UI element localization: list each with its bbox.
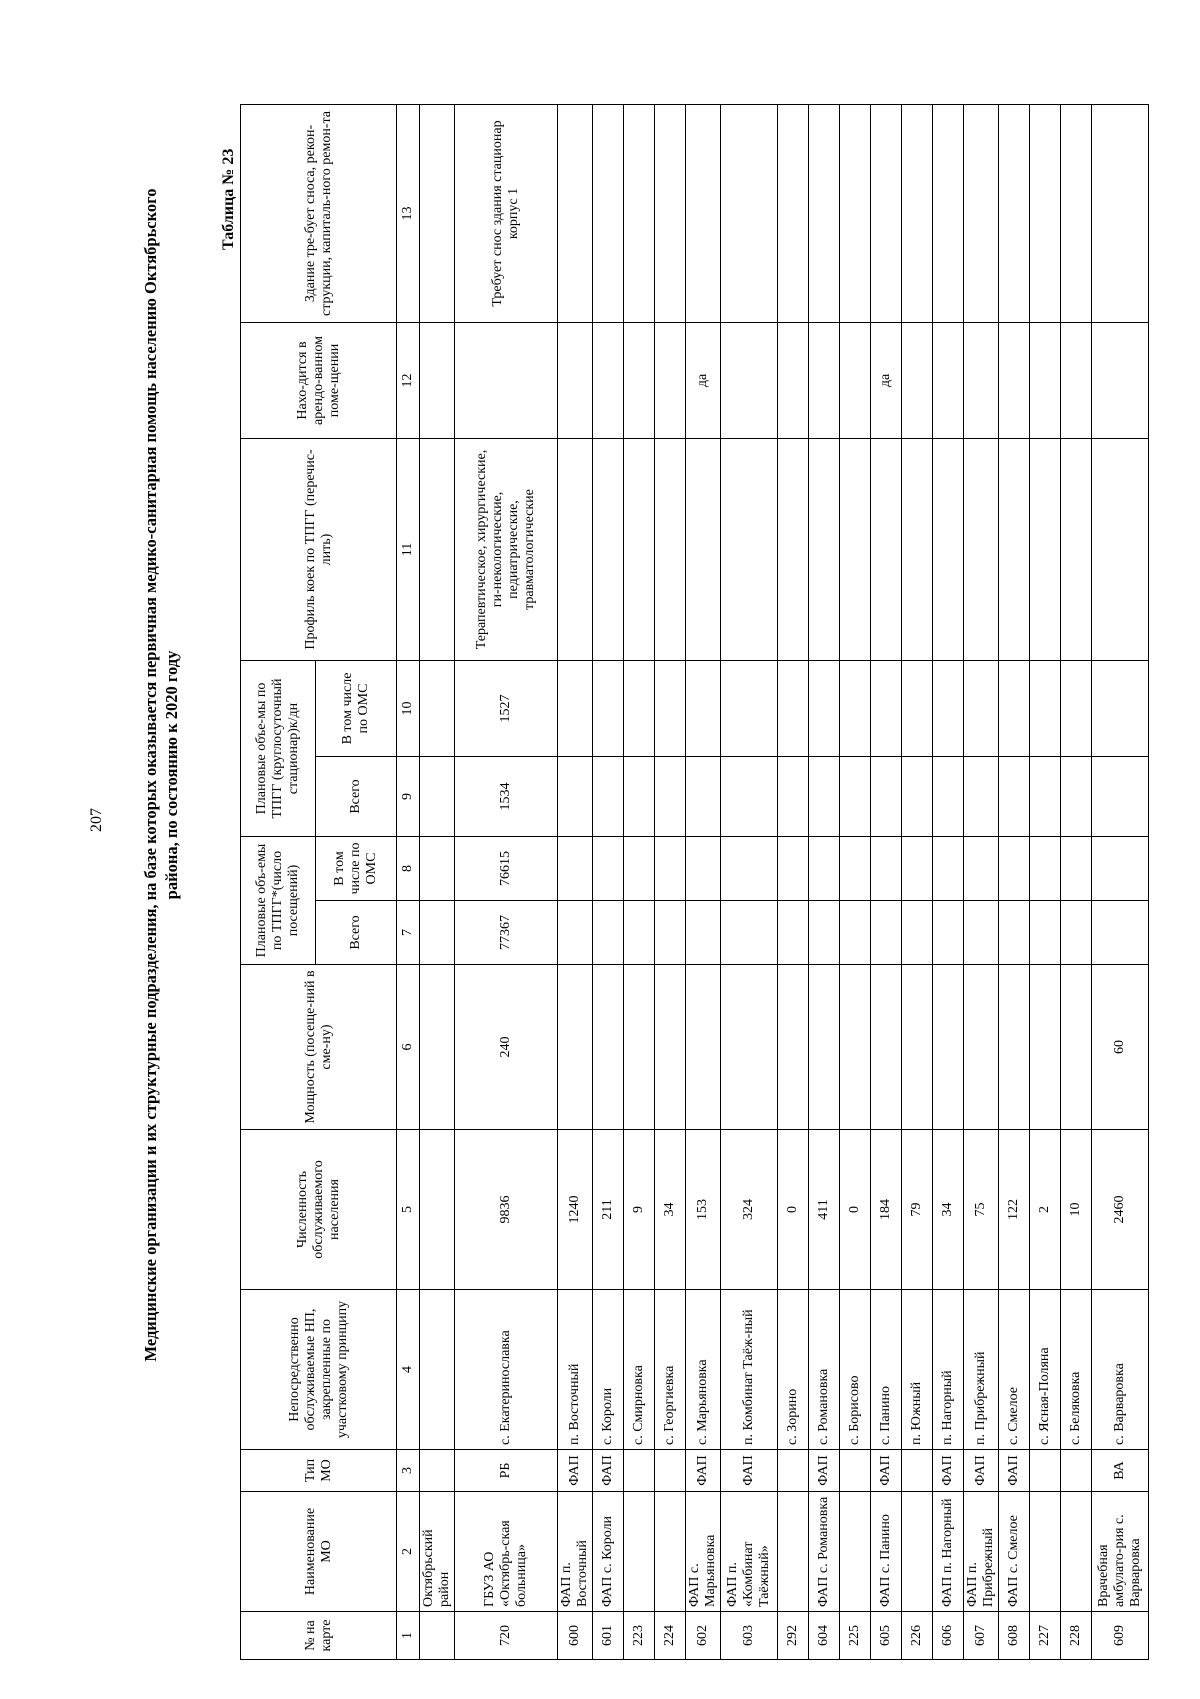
cell-rented <box>1030 323 1061 439</box>
cell-mo-name: ФАП п. Нагорный <box>933 1492 964 1612</box>
cell-demolition: Требует снос здания стационар корпус 1 <box>455 105 558 323</box>
cell-demolition <box>999 105 1030 323</box>
cell-mo-name <box>624 1492 655 1612</box>
column-number: 8 <box>397 837 420 901</box>
cell-rented <box>999 323 1030 439</box>
header-map-number: № на карте <box>241 1612 397 1660</box>
cell-population: 122 <box>999 1130 1030 1290</box>
cell-settlement: с. Романовка <box>809 1290 840 1450</box>
cell-beddays-total: 1534 <box>455 757 558 837</box>
cell-mo-type <box>655 1450 686 1492</box>
page-title-line-2: района, по состоянию к 2020 году <box>162 650 181 900</box>
cell-capacity <box>655 965 686 1130</box>
cell-mo-type: ФАП <box>558 1450 593 1492</box>
cell-rented <box>933 323 964 439</box>
cell-mo-type <box>1061 1450 1092 1492</box>
cell-beddays-total <box>1061 757 1092 837</box>
cell-demolition <box>871 105 902 323</box>
cell-beddays-oms <box>840 661 871 757</box>
cell-visits-oms <box>999 837 1030 901</box>
cell-beddays-oms <box>558 661 593 757</box>
cell-visits-total <box>964 901 999 965</box>
cell-demolition <box>933 105 964 323</box>
cell-mo-type <box>840 1450 871 1492</box>
table-row <box>624 105 655 1660</box>
table-row <box>902 105 933 1660</box>
cell-visits-oms <box>655 837 686 901</box>
cell-demolition <box>1061 105 1092 323</box>
cell-beddays-total <box>593 757 624 837</box>
cell-population: 79 <box>902 1130 933 1290</box>
cell-settlement: с. Марьяновка <box>686 1290 721 1450</box>
cell-beddays-oms <box>721 661 778 757</box>
cell-demolition <box>624 105 655 323</box>
cell-beddays-total <box>902 757 933 837</box>
cell-mo-type: ФАП <box>593 1450 624 1492</box>
cell-visits-oms <box>778 837 809 901</box>
cell-capacity <box>593 965 624 1130</box>
cell-map-number: 607 <box>964 1612 999 1660</box>
cell-rented <box>1092 323 1149 439</box>
cell-map-number: 292 <box>778 1612 809 1660</box>
cell-population: 2 <box>1030 1130 1061 1290</box>
cell-mo-type <box>902 1450 933 1492</box>
cell-population: 2460 <box>1092 1130 1149 1290</box>
cell-settlement: с. Беляковка <box>1061 1290 1092 1450</box>
cell-capacity <box>840 965 871 1130</box>
cell-visits-oms <box>933 837 964 901</box>
column-number: 2 <box>397 1492 420 1612</box>
cell-capacity <box>1030 965 1061 1130</box>
cell-beddays-total <box>721 757 778 837</box>
cell-mo-name <box>840 1492 871 1612</box>
cell-visits-total: 77367 <box>455 901 558 965</box>
cell-bed-profile <box>686 439 721 661</box>
cell-mo-type: ФАП <box>933 1450 964 1492</box>
column-number: 9 <box>397 757 420 837</box>
column-number: 7 <box>397 901 420 965</box>
cell-population: 34 <box>933 1130 964 1290</box>
cell-visits-total <box>686 901 721 965</box>
cell-rented <box>809 323 840 439</box>
cell-beddays-oms <box>624 661 655 757</box>
cell-bed-profile <box>871 439 902 661</box>
cell-bed-profile <box>558 439 593 661</box>
cell-beddays-oms <box>1092 661 1149 757</box>
cell-map-number: 720 <box>455 1612 558 1660</box>
header-demolition: Здание тре-бует сноса, рекон-струкции, капиталь-ного ремон-та <box>241 105 397 323</box>
cell-mo-type: ВА <box>1092 1450 1149 1492</box>
header-beddays-oms: В том числе по ОМС <box>316 661 397 757</box>
cell-mo-name <box>655 1492 686 1612</box>
cell-capacity <box>624 965 655 1130</box>
header-mo-type: Тип МО <box>241 1450 397 1492</box>
cell-beddays-oms: 1527 <box>455 661 558 757</box>
cell-visits-oms: 76615 <box>455 837 558 901</box>
table-row <box>933 105 964 1660</box>
cell-capacity <box>721 965 778 1130</box>
cell-beddays-total <box>840 757 871 837</box>
cell-population: 1240 <box>558 1130 593 1290</box>
cell-population: 10 <box>1061 1130 1092 1290</box>
cell-bed-profile <box>593 439 624 661</box>
page-number: 207 <box>88 808 105 832</box>
cell-map-number: 608 <box>999 1612 1030 1660</box>
cell-population: 411 <box>809 1130 840 1290</box>
cell-visits-oms <box>1061 837 1092 901</box>
cell-settlement: с. Смирновка <box>624 1290 655 1450</box>
cell-settlement: с. Екатеринославка <box>455 1290 558 1450</box>
cell-rented <box>1061 323 1092 439</box>
cell-population: 153 <box>686 1130 721 1290</box>
column-number: 5 <box>397 1130 420 1290</box>
header-bed-profile: Профиль коек по ТПГГ (перечис-лить) <box>241 439 397 661</box>
cell-population: 0 <box>840 1130 871 1290</box>
cell-demolition <box>655 105 686 323</box>
cell-mo-name <box>1061 1492 1092 1612</box>
cell-demolition <box>902 105 933 323</box>
header-capacity: Мощность (посеще-ний в сме-ну) <box>241 965 397 1130</box>
header-planned-visits: Плановые объ-емы по ТПГГ*(число посещений) <box>241 837 316 965</box>
cell-population: 9836 <box>455 1130 558 1290</box>
cell-mo-name: ФАП п. Восточный <box>558 1492 593 1612</box>
cell-capacity <box>871 965 902 1130</box>
cell-visits-total <box>624 901 655 965</box>
cell-visits-oms <box>686 837 721 901</box>
cell-mo-name: ФАП п. «Комбинат Таёжный» <box>721 1492 778 1612</box>
header-rented: Нахо-дится в арендо-ванном поме-щении <box>241 323 397 439</box>
table-row <box>455 105 558 1660</box>
cell-beddays-oms <box>809 661 840 757</box>
cell-visits-total <box>721 901 778 965</box>
cell-beddays-oms <box>686 661 721 757</box>
cell-rented <box>455 323 558 439</box>
cell-demolition <box>1030 105 1061 323</box>
cell-visits-oms <box>871 837 902 901</box>
cell-mo-type: ФАП <box>686 1450 721 1492</box>
cell-beddays-oms <box>1061 661 1092 757</box>
cell-beddays-oms <box>655 661 686 757</box>
cell-rented <box>655 323 686 439</box>
table-number: Таблица № 23 <box>220 148 237 250</box>
cell-demolition <box>778 105 809 323</box>
cell-visits-oms <box>840 837 871 901</box>
cell-beddays-oms <box>871 661 902 757</box>
cell-demolition <box>964 105 999 323</box>
cell-mo-name: ФАП с. Панино <box>871 1492 902 1612</box>
cell-beddays-total <box>999 757 1030 837</box>
cell-population: 324 <box>721 1130 778 1290</box>
cell-population: 0 <box>778 1130 809 1290</box>
cell-rented <box>624 323 655 439</box>
cell-capacity <box>902 965 933 1130</box>
cell-capacity: 240 <box>455 965 558 1130</box>
data-table <box>240 104 1149 1660</box>
cell-mo-name <box>1030 1492 1061 1612</box>
cell-population: 34 <box>655 1130 686 1290</box>
cell-demolition <box>686 105 721 323</box>
cell-visits-total <box>1092 901 1149 965</box>
cell-mo-type <box>778 1450 809 1492</box>
column-number: 3 <box>397 1450 420 1492</box>
cell-bed-profile <box>624 439 655 661</box>
page-title <box>140 110 182 1440</box>
cell-capacity <box>999 965 1030 1130</box>
cell-capacity <box>1061 965 1092 1130</box>
cell-demolition <box>840 105 871 323</box>
cell-bed-profile <box>1061 439 1092 661</box>
table-body <box>420 105 558 1660</box>
cell-map-number: 609 <box>1092 1612 1149 1660</box>
table-row <box>593 105 624 1660</box>
header-served-settlements: Непосредственно обслуживаемые НП, закрепленные по участковому принципу <box>241 1290 397 1450</box>
cell-visits-oms <box>902 837 933 901</box>
cell-capacity <box>686 965 721 1130</box>
cell-rented <box>558 323 593 439</box>
cell-mo-name: ФАП с. Романовка <box>809 1492 840 1612</box>
cell-settlement: с. Варваровка <box>1092 1290 1149 1450</box>
header-visits-total: Всего <box>316 901 397 965</box>
cell-visits-oms <box>1092 837 1149 901</box>
cell-mo-type <box>624 1450 655 1492</box>
column-number: 10 <box>397 661 420 757</box>
cell-beddays-oms <box>1030 661 1061 757</box>
cell-map-number: 603 <box>721 1612 778 1660</box>
cell-map-number: 225 <box>840 1612 871 1660</box>
cell-population: 211 <box>593 1130 624 1290</box>
table-row <box>778 105 809 1660</box>
cell-beddays-oms <box>933 661 964 757</box>
cell-demolition <box>593 105 624 323</box>
cell-beddays-oms <box>964 661 999 757</box>
table-row <box>558 105 593 1660</box>
table-row <box>1030 105 1061 1660</box>
cell-map-number: 223 <box>624 1612 655 1660</box>
cell-visits-total <box>809 901 840 965</box>
cell-beddays-total <box>686 757 721 837</box>
cell-map-number: 605 <box>871 1612 902 1660</box>
cell-mo-name: ФАП с. Смелое <box>999 1492 1030 1612</box>
cell-capacity <box>558 965 593 1130</box>
district-name: Октябрьский район <box>420 1492 455 1612</box>
cell-beddays-total <box>871 757 902 837</box>
column-number: 13 <box>397 105 420 323</box>
district-row <box>420 105 455 1660</box>
cell-rented <box>778 323 809 439</box>
cell-visits-total <box>593 901 624 965</box>
table-row <box>686 105 721 1660</box>
cell-settlement: с. Георгиевка <box>655 1290 686 1450</box>
cell-rented <box>902 323 933 439</box>
cell-settlement: с. Ясная-Поляна <box>1030 1290 1061 1450</box>
cell-rented: да <box>871 323 902 439</box>
cell-map-number: 606 <box>933 1612 964 1660</box>
table-row <box>721 105 778 1660</box>
fap-rows <box>558 105 1149 1660</box>
cell-settlement: п. Прибрежный <box>964 1290 999 1450</box>
cell-beddays-total <box>964 757 999 837</box>
cell-bed-profile <box>1092 439 1149 661</box>
cell-mo-name: ФАП п. Прибрежный <box>964 1492 999 1612</box>
cell-population: 75 <box>964 1130 999 1290</box>
table-row <box>999 105 1030 1660</box>
cell-visits-total <box>902 901 933 965</box>
cell-demolition <box>1092 105 1149 323</box>
cell-visits-oms <box>558 837 593 901</box>
cell-rented <box>840 323 871 439</box>
cell-mo-name: Врачебная амбулато-рия с. Варваровка <box>1092 1492 1149 1612</box>
header-population: Численность обслуживаемого населения <box>241 1130 397 1290</box>
cell-population: 184 <box>871 1130 902 1290</box>
cell-beddays-total <box>1030 757 1061 837</box>
table-row <box>871 105 902 1660</box>
page-title-line-1: Медицинские организации и их структурные подразделения, на базе которых оказывается первичная медико-санитарная помощь населению Октябрьского <box>141 188 160 1362</box>
cell-settlement: с. Короли <box>593 1290 624 1450</box>
cell-mo-type: ФАП <box>871 1450 902 1492</box>
cell-mo-name: ФАП с. Марьяновка <box>686 1492 721 1612</box>
cell-visits-total <box>558 901 593 965</box>
cell-capacity <box>933 965 964 1130</box>
cell-visits-total <box>999 901 1030 965</box>
cell-mo-type: ФАП <box>809 1450 840 1492</box>
cell-rented: да <box>686 323 721 439</box>
cell-map-number: 602 <box>686 1612 721 1660</box>
cell-map-number: 227 <box>1030 1612 1061 1660</box>
cell-bed-profile <box>840 439 871 661</box>
table-row <box>840 105 871 1660</box>
cell-mo-name: ГБУЗ АО «Октябрь-ская больница» <box>455 1492 558 1612</box>
cell-beddays-oms <box>593 661 624 757</box>
cell-beddays-oms <box>999 661 1030 757</box>
header-visits-oms: В том числе по ОМС <box>316 837 397 901</box>
cell-mo-type: ФАП <box>964 1450 999 1492</box>
cell-beddays-total <box>624 757 655 837</box>
cell-population: 9 <box>624 1130 655 1290</box>
cell-visits-total <box>1030 901 1061 965</box>
cell-demolition <box>558 105 593 323</box>
cell-visits-total <box>778 901 809 965</box>
cell-bed-profile <box>809 439 840 661</box>
cell-visits-oms <box>964 837 999 901</box>
cell-settlement: п. Южный <box>902 1290 933 1450</box>
cell-visits-total <box>655 901 686 965</box>
cell-settlement: п. Нагорный <box>933 1290 964 1450</box>
header-beddays-total: Всего <box>316 757 397 837</box>
cell-capacity <box>809 965 840 1130</box>
cell-demolition <box>809 105 840 323</box>
cell-mo-name: ФАП с. Короли <box>593 1492 624 1612</box>
cell-bed-profile: Терапевтическое, хирургические, ги-некологические, педиатрические, травматологические <box>455 439 558 661</box>
cell-settlement: с. Панино <box>871 1290 902 1450</box>
table-row <box>964 105 999 1660</box>
cell-map-number: 224 <box>655 1612 686 1660</box>
cell-visits-total <box>933 901 964 965</box>
column-number: 11 <box>397 439 420 661</box>
cell-settlement: с. Борисово <box>840 1290 871 1450</box>
cell-bed-profile <box>964 439 999 661</box>
cell-map-number: 228 <box>1061 1612 1092 1660</box>
cell-beddays-total <box>933 757 964 837</box>
cell-capacity: 60 <box>1092 965 1149 1130</box>
cell-visits-total <box>871 901 902 965</box>
cell-bed-profile <box>902 439 933 661</box>
cell-mo-type: ФАП <box>721 1450 778 1492</box>
cell-settlement: с. Смелое <box>999 1290 1030 1450</box>
column-number: 4 <box>397 1290 420 1450</box>
cell-beddays-oms <box>902 661 933 757</box>
cell-mo-name <box>778 1492 809 1612</box>
cell-visits-total <box>840 901 871 965</box>
cell-mo-name <box>902 1492 933 1612</box>
header-mo-name: Наименование МО <box>241 1492 397 1612</box>
cell-settlement: с. Зорино <box>778 1290 809 1450</box>
cell-bed-profile <box>933 439 964 661</box>
cell-beddays-total <box>655 757 686 837</box>
cell-visits-oms <box>593 837 624 901</box>
cell-visits-oms <box>1030 837 1061 901</box>
cell-bed-profile <box>1030 439 1061 661</box>
column-number: 12 <box>397 323 420 439</box>
cell-mo-type: РБ <box>455 1450 558 1492</box>
column-number: 6 <box>397 965 420 1130</box>
cell-bed-profile <box>999 439 1030 661</box>
cell-capacity <box>778 965 809 1130</box>
cell-visits-oms <box>809 837 840 901</box>
cell-visits-oms <box>624 837 655 901</box>
table-row <box>809 105 840 1660</box>
header-planned-bed-days: Плановые объе-мы по ТПГГ (круглосуточный стационар)к/дн <box>241 661 316 837</box>
cell-bed-profile <box>778 439 809 661</box>
cell-map-number: 226 <box>902 1612 933 1660</box>
cell-rented <box>964 323 999 439</box>
cell-mo-type: ФАП <box>999 1450 1030 1492</box>
cell-map-number: 601 <box>593 1612 624 1660</box>
cell-visits-total <box>1061 901 1092 965</box>
cell-map-number: 600 <box>558 1612 593 1660</box>
cell-settlement: п. Комбинат Таёж-ный <box>721 1290 778 1450</box>
cell-beddays-total <box>809 757 840 837</box>
cell-beddays-oms <box>778 661 809 757</box>
cell-visits-oms <box>721 837 778 901</box>
table-header <box>241 105 420 1660</box>
cell-settlement: п. Восточный <box>558 1290 593 1450</box>
cell-capacity <box>964 965 999 1130</box>
cell-beddays-total <box>1092 757 1149 837</box>
cell-mo-type <box>1030 1450 1061 1492</box>
cell-rented <box>593 323 624 439</box>
cell-bed-profile <box>655 439 686 661</box>
cell-map-number: 604 <box>809 1612 840 1660</box>
column-number: 1 <box>397 1612 420 1660</box>
table-row <box>1061 105 1092 1660</box>
cell-beddays-total <box>558 757 593 837</box>
table-row <box>1092 105 1149 1660</box>
cell-beddays-total <box>778 757 809 837</box>
cell-rented <box>721 323 778 439</box>
table-row <box>655 105 686 1660</box>
cell-bed-profile <box>721 439 778 661</box>
cell-demolition <box>721 105 778 323</box>
table-container <box>240 105 1143 1660</box>
